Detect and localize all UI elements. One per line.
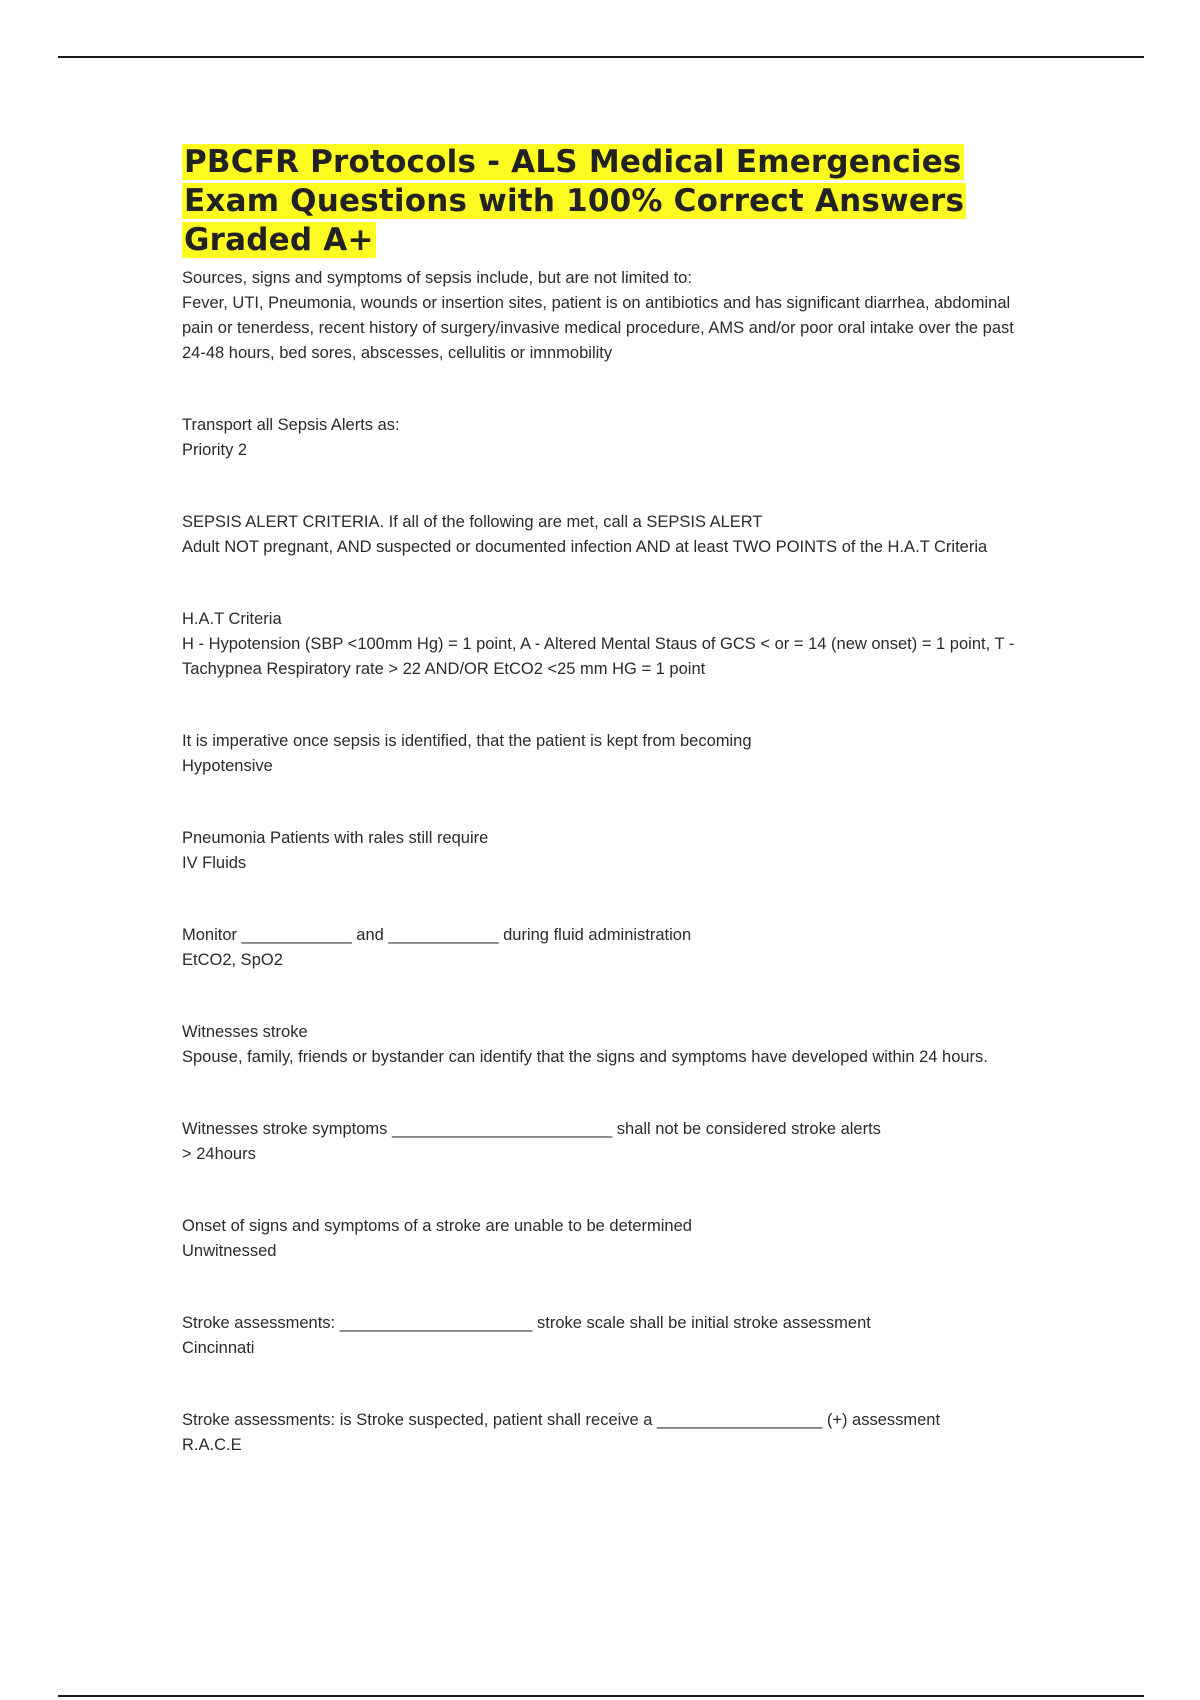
question-text: Witnesses stroke symptoms ________________________ shall not be considered stroke alerts <box>182 1120 881 1138</box>
qa-item <box>182 1311 1042 1361</box>
answer-text: EtCO2, SpO2 <box>182 951 283 969</box>
qa-item <box>182 1117 1042 1167</box>
bottom-divider <box>58 1695 1144 1697</box>
answer-text: > 24hours <box>182 1145 256 1163</box>
title-highlight: PBCFR Protocols - ALS Medical Emergencies Exam Questions with 100% Correct Answers Graded A+ <box>184 144 965 258</box>
qa-item <box>182 413 1042 463</box>
question-text: Stroke assessments: is Stroke suspected, patient shall receive a __________________ (+) assessment <box>182 1411 941 1429</box>
answer-text: Cincinnati <box>182 1339 255 1357</box>
answer-text: Priority 2 <box>182 441 248 459</box>
answer-text: Unwitnessed <box>182 1242 277 1260</box>
answer-text: IV Fluids <box>182 854 247 872</box>
qa-item <box>182 923 1042 973</box>
question-text: Transport all Sepsis Alerts as: <box>182 416 400 434</box>
question-text: Monitor ____________ and ____________ during fluid administration <box>182 926 692 944</box>
document-page <box>182 143 1042 1505</box>
question-text: Sources, signs and symptoms of sepsis include, but are not limited to: <box>182 269 692 287</box>
qa-item <box>182 607 1042 682</box>
answer-text: R.A.C.E <box>182 1436 242 1454</box>
answer-text: H - Hypotension (SBP <100mm Hg) = 1 point, A - Altered Mental Staus of GCS < or = 14 (new onset) = 1 point, T - Tachypnea Respiratory rate > 22 AND/OR EtCO2 <25 mm HG = 1 point <box>182 635 1015 678</box>
document-title <box>182 143 1042 260</box>
answer-text: Fever, UTI, Pneumonia, wounds or insertion sites, patient is on antibiotics and has significant diarrhea, abdominal pain or tenerdess, recent history of surgery/invasive medical procedure, AMS and/or poor oral intake over the past 24-48 hours, bed sores, abscesses, cellulitis or imnmobility <box>182 294 1014 362</box>
question-text: H.A.T Criteria <box>182 610 282 628</box>
qa-item <box>182 729 1042 779</box>
top-divider <box>58 56 1144 58</box>
answer-text: Adult NOT pregnant, AND suspected or documented infection AND at least TWO POINTS of the H.A.T Criteria <box>182 538 988 556</box>
question-text: Pneumonia Patients with rales still require <box>182 829 489 847</box>
qa-item <box>182 1408 1042 1458</box>
qa-item <box>182 1020 1042 1070</box>
question-text: Onset of signs and symptoms of a stroke are unable to be determined <box>182 1217 692 1235</box>
qa-item <box>182 266 1042 366</box>
question-text: It is imperative once sepsis is identified, that the patient is kept from becoming <box>182 732 752 750</box>
answer-text: Spouse, family, friends or bystander can identify that the signs and symptoms have developed within 24 hours. <box>182 1048 988 1066</box>
answer-text: Hypotensive <box>182 757 273 775</box>
question-text: Stroke assessments: _____________________ stroke scale shall be initial stroke assessment <box>182 1314 871 1332</box>
qa-item <box>182 510 1042 560</box>
question-text: SEPSIS ALERT CRITERIA. If all of the following are met, call a SEPSIS ALERT <box>182 513 763 531</box>
question-text: Witnesses stroke <box>182 1023 308 1041</box>
qa-item <box>182 1214 1042 1264</box>
qa-item <box>182 826 1042 876</box>
